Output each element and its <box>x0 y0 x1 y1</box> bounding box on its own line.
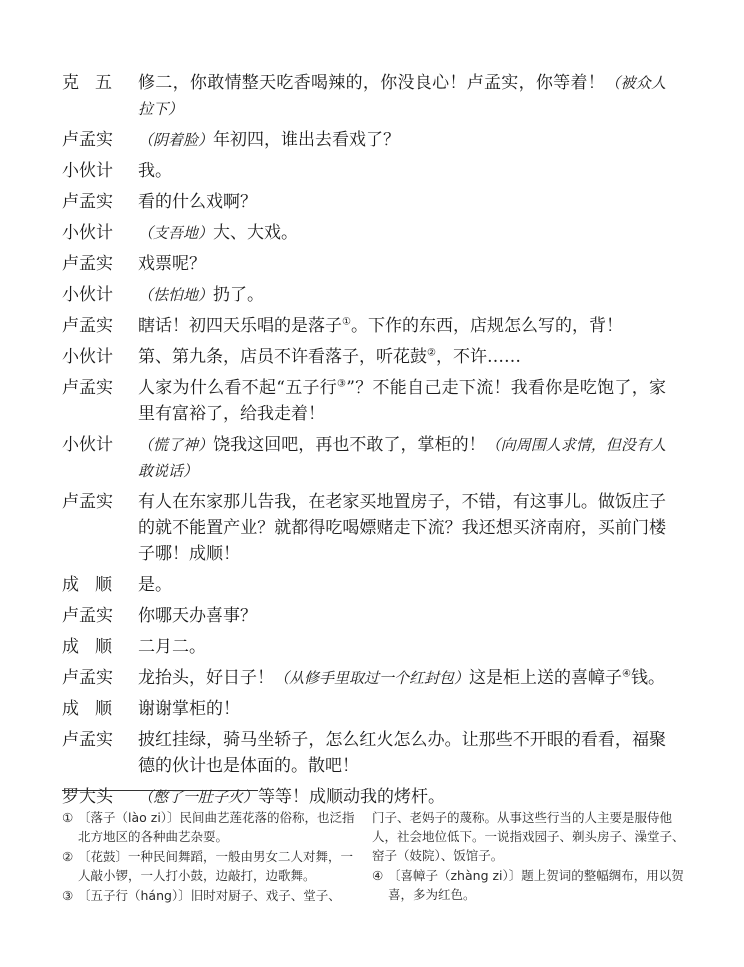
dialogue-line <box>62 665 666 691</box>
dialogue-text <box>138 344 666 370</box>
spoken-text: 看的什么戏啊？ <box>138 192 257 212</box>
speaker-name: 小伙计 <box>62 435 113 455</box>
dialogue-line <box>62 572 666 598</box>
speaker-name: 小伙计 <box>62 223 113 243</box>
stage-direction: （慌了神） <box>138 436 214 454</box>
speaker-name: 卢孟实 <box>62 492 113 512</box>
dialogue-text <box>138 313 666 339</box>
speaker-name: 卢孟实 <box>62 130 113 150</box>
dialogue-line <box>62 696 666 722</box>
speaker-name: 成顺 <box>62 637 128 657</box>
dialogue-text <box>138 220 666 246</box>
dialogue-text <box>138 282 666 308</box>
spoken-text: 谢谢掌柜的！ <box>138 699 240 719</box>
footnote <box>62 808 362 846</box>
stage-direction: （阴着脸） <box>138 131 214 149</box>
footnote-number: ③ <box>62 888 74 903</box>
dialogue-text <box>138 634 666 660</box>
dialogue-text <box>138 603 666 629</box>
dialogue-text <box>138 665 666 691</box>
dialogue-text <box>138 727 666 779</box>
footnote-number: ④ <box>372 868 384 883</box>
speaker-name: 卢孟实 <box>62 192 113 212</box>
footnote-number: ① <box>62 810 74 825</box>
speaker-name: 卢孟实 <box>62 254 113 274</box>
footnote-text: 〔五子行（háng）〕旧时对厨子、戏子、堂子、 <box>78 888 341 903</box>
spoken-text: ”？不能自己走下流！我看你是吃饱了，家里有富裕了，给我走着！ <box>138 378 666 424</box>
speaker-name: 小伙计 <box>62 161 113 181</box>
dialogue-line <box>62 158 666 184</box>
footnote <box>62 886 362 905</box>
dialogue-line <box>62 220 666 246</box>
spoken-text: 大、大戏。 <box>213 223 299 243</box>
dialogue-text <box>138 784 666 810</box>
stage-direction: （怯怕地） <box>138 286 214 304</box>
speaker-name: 卢孟实 <box>62 378 113 398</box>
dialogue-text <box>138 70 666 122</box>
stage-direction: （憋了一肚子火） <box>138 788 259 806</box>
speaker-name: 卢孟实 <box>62 668 113 688</box>
spoken-text: 有人在东家那儿告我，在老家买地置房子，不错，有这事儿。做饭庄子的就不能置产业？就都得吃喝嫖赌走下流？我还想买济南府，买前门楼子哪！成顺！ <box>138 492 666 564</box>
dialogue-line <box>62 127 666 153</box>
footnote <box>62 847 362 885</box>
spoken-text: 龙抬头，好日子！ <box>138 668 274 688</box>
spoken-text: 。下作的东西，店规怎么写的，背！ <box>350 316 623 336</box>
speaker-name: 卢孟实 <box>62 606 113 626</box>
spoken-text: 披红挂绿，骑马坐轿子，怎么红火怎么办。让那些不开眼的看看，福聚德的伙计也是体面的。散吧！ <box>138 730 666 776</box>
speaker-name: 小伙计 <box>62 347 113 367</box>
footnote-text: 〔花鼓〕一种民间舞蹈，一般由男女二人对舞，一人敲小锣，一人打小鼓，边敲打，边歌舞。 <box>78 849 354 883</box>
footnote-reference: ③ <box>337 378 347 390</box>
footnote-reference: ① <box>342 316 351 328</box>
footnote-reference: ② <box>427 347 436 359</box>
speaker-name: 小伙计 <box>62 285 113 305</box>
spoken-text: 第、第九条，店员不许看落子，听花鼓 <box>138 347 427 367</box>
speaker-name: 成顺 <box>62 699 128 719</box>
speaker-name: 卢孟实 <box>62 730 113 750</box>
footnote-number: ② <box>62 849 74 864</box>
dialogue-line <box>62 251 666 277</box>
dialogue-text <box>138 158 666 184</box>
dialogue-text <box>138 251 666 277</box>
footnote-text: 〔喜幛子（zhàng zi）〕题上贺词的整幅绸布，用以贺喜，多为红色。 <box>388 868 684 902</box>
spoken-text: ，不许…… <box>435 347 521 367</box>
spoken-text: 我。 <box>138 161 172 181</box>
stage-direction: （被众人拉下） <box>138 74 666 118</box>
footnotes-left-column <box>62 808 362 906</box>
spoken-text: 戏票呢？ <box>138 254 206 274</box>
dialogue-line <box>62 375 666 427</box>
speaker-name: 卢孟实 <box>62 316 113 336</box>
footnote-reference: ④ <box>622 668 631 680</box>
dialogue-line <box>62 70 666 122</box>
spoken-text: 二月二。 <box>138 637 206 657</box>
dialogue-line <box>62 489 666 567</box>
dialogue-line <box>62 727 666 779</box>
speaker-name: 罗大头 <box>62 787 113 807</box>
dialogue-text <box>138 189 666 215</box>
dialogue-text <box>138 127 666 153</box>
footnotes-right-column <box>372 808 690 905</box>
footnote-text: 〔落子（lào zi）〕民间曲艺莲花落的俗称，也泛指北方地区的各种曲艺杂耍。 <box>78 810 355 844</box>
dialogue-line <box>62 313 666 339</box>
spoken-text: 这是柜上送的喜幛子 <box>469 668 623 688</box>
stage-direction: （从修手里取过一个红封包） <box>274 669 470 687</box>
dialogue-text <box>138 489 666 567</box>
footnote <box>372 808 690 865</box>
dialogue-line <box>62 282 666 308</box>
dialogue-line <box>62 634 666 660</box>
dialogue-line <box>62 189 666 215</box>
spoken-text: 年初四，谁出去看戏了？ <box>213 130 401 150</box>
dialogue-line <box>62 603 666 629</box>
speaker-name: 克五 <box>62 73 128 93</box>
dialogue-line <box>62 784 666 810</box>
dialogue-line <box>62 432 666 484</box>
spoken-text: 修二，你敢情整天吃香喝辣的，你没良心！卢孟实，你等着！ <box>138 73 606 93</box>
speaker-name: 成顺 <box>62 575 128 595</box>
dialogue-text <box>138 432 666 484</box>
dialogue-line <box>62 344 666 370</box>
spoken-text: 你哪天办喜事？ <box>138 606 257 626</box>
spoken-text: 等等！成顺动我的烤杆。 <box>258 787 446 807</box>
dialogue-text <box>138 696 666 722</box>
dialogue-text <box>138 375 666 427</box>
spoken-text: 钱。 <box>630 668 665 688</box>
stage-direction: （向周围人求情，但没有人敢说话） <box>138 436 666 480</box>
spoken-text: 饶我这回吧，再也不敢了，掌柜的！ <box>213 435 486 455</box>
dialogue-script <box>62 70 666 815</box>
stage-direction: （支吾地） <box>138 224 214 242</box>
spoken-text: 人家为什么看不起“五子行 <box>138 378 338 398</box>
footnote-divider <box>62 790 258 791</box>
spoken-text: 是。 <box>138 575 172 595</box>
spoken-text: 瞎话！初四天乐唱的是落子 <box>138 316 342 336</box>
footnote-text: 门子、老妈子的蔑称。从事这些行当的人主要是服侍他人，社会地位低下。一说指戏园子、剃头房子、澡堂子、窑子（妓院）、饭馆子。 <box>372 810 685 863</box>
footnote <box>372 866 690 904</box>
dialogue-text <box>138 572 666 598</box>
spoken-text: 扔了。 <box>213 285 265 305</box>
